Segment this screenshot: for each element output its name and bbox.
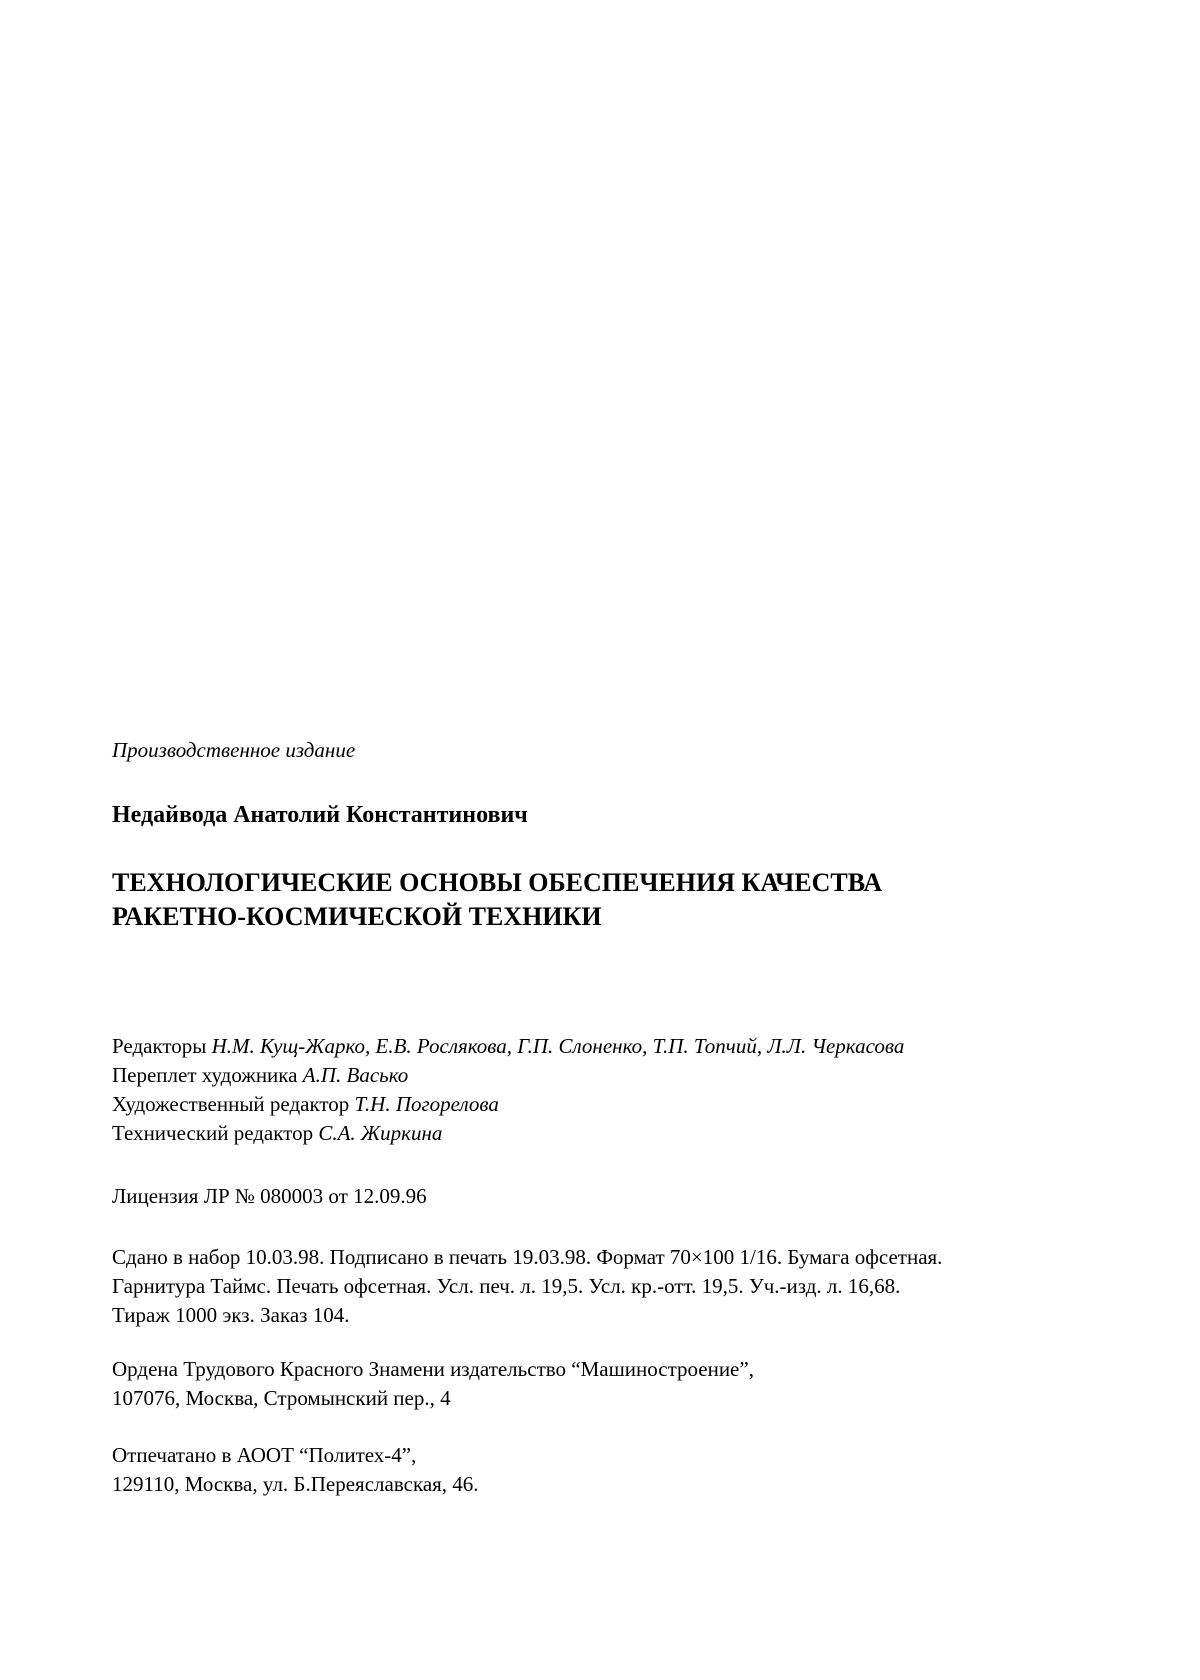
publisher-line-2: 107076, Москва, Стромынский пер., 4 [112, 1386, 451, 1410]
editors-names: Н.М. Кущ-Жарко, Е.В. Рослякова, Г.П. Слоненко, Т.П. Топчий, Л.Л. Черкасова [211, 1034, 905, 1058]
printing-line-1: Сдано в набор 10.03.98. Подписано в печать 19.03.98. Формат 70×100 1/16. Бумага офсетная. [112, 1245, 943, 1269]
binding-name: А.П. Васько [302, 1063, 409, 1087]
book-title-line-1: ТЕХНОЛОГИЧЕСКИЕ ОСНОВЫ ОБЕСПЕЧЕНИЯ КАЧЕСТВА [112, 868, 883, 897]
book-title-line-2: РАКЕТНО-КОСМИЧЕСКОЙ ТЕХНИКИ [112, 902, 602, 931]
printing-line-2: Гарнитура Таймс. Печать офсетная. Усл. печ. л. 19,5. Усл. кр.-отт. 19,5. Уч.-изд. л. 16,68. [112, 1274, 901, 1298]
book-title [112, 866, 1112, 934]
publisher-line-1: Ордена Трудового Красного Знамени издательство “Машиностроение”, [112, 1357, 754, 1381]
art-editor-label: Художественный редактор [112, 1092, 350, 1116]
printer-line-2: 129110, Москва, ул. Б.Переяславская, 46. [112, 1472, 479, 1496]
edition-type: Производственное издание [112, 738, 356, 762]
tech-editor-name: С.А. Жиркина [318, 1121, 443, 1145]
author-name: Недайвода Анатолий Константинович [112, 802, 528, 828]
credits-binding [112, 1061, 1112, 1090]
binding-label: Переплет художника [112, 1063, 298, 1087]
printer-line-1: Отпечатано в АООТ “Политех-4”, [112, 1443, 417, 1467]
credits [112, 1032, 1112, 1148]
art-editor-name: Т.Н. Погорелова [354, 1092, 499, 1116]
editors-label: Редакторы [112, 1034, 207, 1058]
license-info: Лицензия ЛР № 080003 от 12.09.96 [112, 1184, 427, 1208]
tech-editor-label: Технический редактор [112, 1121, 314, 1145]
printing-line-3: Тираж 1000 экз. Заказ 104. [112, 1303, 350, 1327]
publisher-info [112, 1355, 1112, 1413]
credits-editors [112, 1032, 1112, 1061]
credits-tech-editor [112, 1119, 1112, 1148]
credits-art-editor [112, 1090, 1112, 1119]
printing-details [112, 1243, 1112, 1330]
printer-info [112, 1441, 1112, 1499]
